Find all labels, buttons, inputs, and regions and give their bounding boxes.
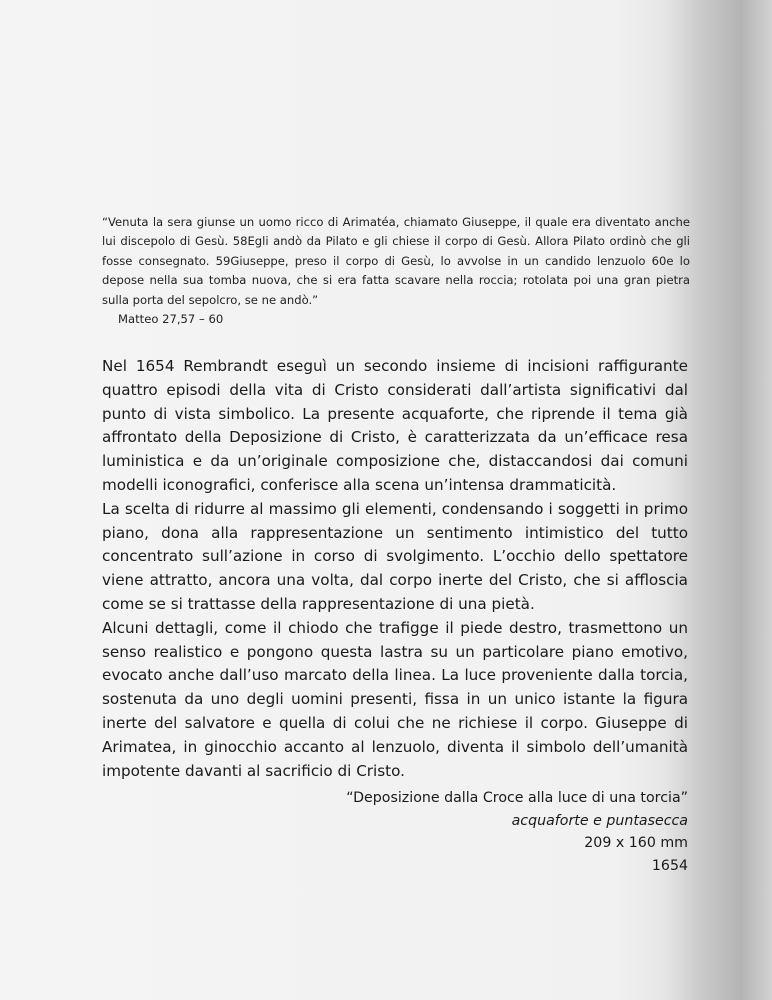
bible-quote [102,213,690,329]
quote-text: “Venuta la sera giunse un uomo ricco di Arimatéa, chiamato Giuseppe, il quale era diventato anche lui discepolo di Gesù. 58Egli andò da Pilato e gli chiese il corpo di Gesù. Allora Pilato ordinò che gli fosse consegnato. 59Giuseppe, preso il corpo di Gesù, lo avvolse in un candido lenzuolo 60e lo depose nella sua tomba nuova, che si era fatta scavare nella roccia; rotolata poi una gran pietra sulla porta del sepolcro, se ne andò.” [102,215,690,307]
artwork-year: 1654 [651,857,688,874]
paragraph-3: Alcuni dettagli, come il chiodo che trafigge il piede destro, trasmettono un senso realistico e pongono questa lastra su un particolare piano emotivo, evocato anche dall’uso marcato della linea. La luce proveniente dalla torcia, sostenuta da uno degli uomini presenti, fissa in un unico istante la figura inerte del salvatore e quella di colui che ne richiese il corpo. Giuseppe di Arimatea, in ginocchio accanto al lenzuolo, diventa il simbolo dell’umanità impotente davanti al sacrificio di Cristo. [102,618,688,780]
artwork-dimensions: 209 x 160 mm [584,835,688,852]
artwork-title: “Deposizione dalla Croce alla luce di una torcia” [346,790,688,806]
paragraph-2: La scelta di ridurre al massimo gli elementi, condensando i soggetti in primo piano, dona alla rappresentazione un sentimento intimistico del tutto concentrato sull’azione in corso di svolgimento. L’occhio dello spettatore viene attratto, ancora una volta, dal corpo inerte del Cristo, che si affloscia come se si trattasse della rappresentazione di una pietà. [102,499,688,613]
artwork-caption [268,787,688,877]
quote-reference: Matteo 27,57 – 60 [118,312,224,327]
paragraph-1: Nel 1654 Rembrandt eseguì un secondo insieme di incisioni raffigurante quattro episodi della vita di Cristo considerati dall’artista significativi dal punto di vista simbolico. La presente acquaforte, che riprende il tema già affrontato della Deposizione di Cristo, è caratterizzata da un’efficace resa luministica e da un’originale composizione che, distaccandosi dai comuni modelli iconografici, conferisce alla scena un’intensa drammaticità. [102,357,688,494]
artwork-technique: acquaforte e puntasecca [511,812,688,829]
body-text [102,355,688,783]
